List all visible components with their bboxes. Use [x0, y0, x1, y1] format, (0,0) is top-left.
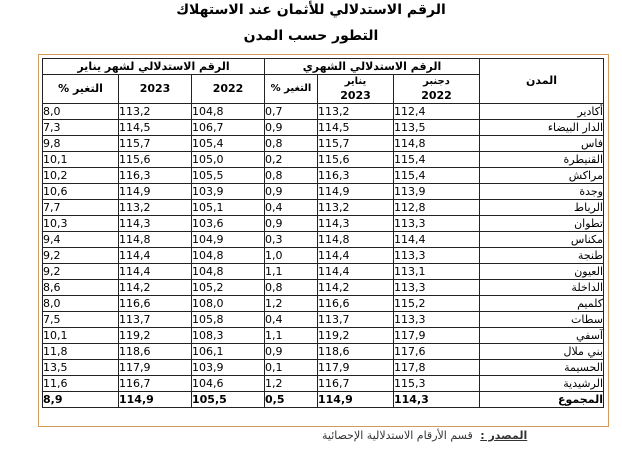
- monthly-change-header: التغير %: [265, 75, 318, 104]
- table-row: [43, 200, 604, 216]
- monthly-change: 1,2: [265, 376, 318, 392]
- monthly-change: 1,0: [265, 248, 318, 264]
- city-name: القنيطرة: [480, 152, 604, 168]
- value-2023: 115,6: [119, 152, 192, 168]
- december-value: 112,8: [394, 200, 480, 216]
- value-2023: 114,4: [119, 248, 192, 264]
- table-row: [43, 168, 604, 184]
- yearly-change: 9,4: [43, 232, 119, 248]
- yearly-change: 9,2: [43, 264, 119, 280]
- january-value: 116,7: [318, 376, 394, 392]
- value-2023: 114,2: [119, 280, 192, 296]
- monthly-change: 0,8: [265, 136, 318, 152]
- december-year-label: 2022: [421, 89, 452, 102]
- value-2023: 113,7: [119, 312, 192, 328]
- table-row: [43, 296, 604, 312]
- value-2023: 115,7: [119, 136, 192, 152]
- city-name: بني ملال: [480, 344, 604, 360]
- january-value: 113,7: [318, 312, 394, 328]
- monthly-index-header: الرقم الاستدلالي الشهري: [265, 59, 480, 75]
- city-name: أكادير: [480, 104, 604, 120]
- value-2022: 105,0: [192, 152, 265, 168]
- monthly-change: 0,4: [265, 200, 318, 216]
- city-name: فاس: [480, 136, 604, 152]
- value-2022: 105,8: [192, 312, 265, 328]
- january-value: 114,9: [318, 184, 394, 200]
- value-2023: 114,8: [119, 232, 192, 248]
- december-value: 115,3: [394, 376, 480, 392]
- january-value: 119,2: [318, 328, 394, 344]
- table-row: [43, 152, 604, 168]
- monthly-change: 1,1: [265, 264, 318, 280]
- value-2022: 104,8: [192, 104, 265, 120]
- yearly-change: 10,6: [43, 184, 119, 200]
- value-2022: 104,6: [192, 376, 265, 392]
- january-value: 116,6: [318, 296, 394, 312]
- december-value: 113,5: [394, 120, 480, 136]
- table-row: [43, 344, 604, 360]
- page-subtitle: التطور حسب المدن: [243, 28, 379, 44]
- january-value: 114,4: [318, 248, 394, 264]
- city-name: آسفي: [480, 328, 604, 344]
- value-2023: 113,2: [119, 104, 192, 120]
- city-name: الدار البيضاء: [480, 120, 604, 136]
- city-name: الرشيدية: [480, 376, 604, 392]
- january-value: 115,7: [318, 136, 394, 152]
- december-value: 117,9: [394, 328, 480, 344]
- monthly-change: 0,9: [265, 216, 318, 232]
- city-name: الداخلة: [480, 280, 604, 296]
- january-index-header: الرقم الاستدلالي لشهر يناير: [43, 59, 265, 75]
- value-2023: 113,2: [119, 200, 192, 216]
- value-2023: 118,6: [119, 344, 192, 360]
- december-value: 117,8: [394, 360, 480, 376]
- value-2022: 104,8: [192, 248, 265, 264]
- city-name: سطات: [480, 312, 604, 328]
- value-2023: 116,3: [119, 168, 192, 184]
- table-row: [43, 120, 604, 136]
- city-name: الرباط: [480, 200, 604, 216]
- value-2023: 116,7: [119, 376, 192, 392]
- monthly-change: 0,4: [265, 312, 318, 328]
- value-2022: 105,4: [192, 136, 265, 152]
- yearly-change: 8,0: [43, 104, 119, 120]
- yearly-change: 7,7: [43, 200, 119, 216]
- value-2022: 106,7: [192, 120, 265, 136]
- january-value: 115,6: [318, 152, 394, 168]
- value-2023: 117,9: [119, 360, 192, 376]
- january-value: 114,8: [318, 232, 394, 248]
- january-value: 114,2: [318, 280, 394, 296]
- yearly-change: 10,2: [43, 168, 119, 184]
- december-value: 113,3: [394, 216, 480, 232]
- december-value: 113,3: [394, 312, 480, 328]
- table-row: [43, 184, 604, 200]
- value-2023: 114,3: [119, 216, 192, 232]
- value-2023: 114,5: [119, 120, 192, 136]
- monthly-change: 0,9: [265, 344, 318, 360]
- december-value: 114,8: [394, 136, 480, 152]
- monthly-change: 0,8: [265, 168, 318, 184]
- january-year-label: 2023: [340, 89, 371, 102]
- value-2022: 105,1: [192, 200, 265, 216]
- source-label: المصدر :: [480, 429, 528, 442]
- january-value: 113,2: [318, 200, 394, 216]
- january-value: 114,5: [318, 120, 394, 136]
- table-row: [43, 232, 604, 248]
- table-row: [43, 136, 604, 152]
- total-january: 114,9: [318, 392, 394, 408]
- value-2022: 104,8: [192, 264, 265, 280]
- value-2023: 116,6: [119, 296, 192, 312]
- source-note: [322, 429, 527, 442]
- table-row: [43, 360, 604, 376]
- december-value: 117,6: [394, 344, 480, 360]
- total-yearly-change: 8,9: [43, 392, 119, 408]
- january-value: 114,3: [318, 216, 394, 232]
- january-2023-header: [318, 75, 394, 104]
- december-value: 114,4: [394, 232, 480, 248]
- december-value: 115,4: [394, 168, 480, 184]
- january-value: 118,6: [318, 344, 394, 360]
- monthly-change: 0,9: [265, 120, 318, 136]
- city-name: كلميم: [480, 296, 604, 312]
- value-2022: 103,6: [192, 216, 265, 232]
- monthly-change: 0,3: [265, 232, 318, 248]
- city-name: مراكش: [480, 168, 604, 184]
- table-row: [43, 280, 604, 296]
- table-row: [43, 264, 604, 280]
- december-2022-header: [394, 75, 480, 104]
- city-name: وجدة: [480, 184, 604, 200]
- value-2023: 114,9: [119, 184, 192, 200]
- table-row: [43, 312, 604, 328]
- total-monthly-change: 0,5: [265, 392, 318, 408]
- yearly-change: 7,5: [43, 312, 119, 328]
- yearly-change: 10,1: [43, 328, 119, 344]
- yearly-change: 13,5: [43, 360, 119, 376]
- january-value: 113,2: [318, 104, 394, 120]
- january-value: 116,3: [318, 168, 394, 184]
- yearly-change: 8,0: [43, 296, 119, 312]
- value-2022: 108,0: [192, 296, 265, 312]
- yearly-change: 11,6: [43, 376, 119, 392]
- december-value: 115,4: [394, 152, 480, 168]
- year-2022-header: 2022: [192, 75, 265, 104]
- value-2023: 114,4: [119, 264, 192, 280]
- december-value: 112,4: [394, 104, 480, 120]
- source-text: قسم الأرقام الاستدلالية الإحصائية: [322, 429, 473, 442]
- value-2022: 104,9: [192, 232, 265, 248]
- monthly-change: 0,2: [265, 152, 318, 168]
- december-value: 113,3: [394, 248, 480, 264]
- monthly-change: 1,1: [265, 328, 318, 344]
- yearly-change: 9,8: [43, 136, 119, 152]
- january-value: 117,9: [318, 360, 394, 376]
- monthly-change: 0,8: [265, 280, 318, 296]
- city-name: الحسيمة: [480, 360, 604, 376]
- january-month-label: يناير: [344, 76, 367, 87]
- value-2022: 105,5: [192, 168, 265, 184]
- value-2022: 103,9: [192, 184, 265, 200]
- yearly-change: 10,1: [43, 152, 119, 168]
- table-row: [43, 216, 604, 232]
- december-month-label: دجنبر: [423, 76, 450, 87]
- city-name: العيون: [480, 264, 604, 280]
- price-index-table: [42, 58, 604, 408]
- december-value: 115,2: [394, 296, 480, 312]
- cities-header: المدن: [480, 59, 604, 104]
- value-2022: 108,3: [192, 328, 265, 344]
- monthly-change: 0,7: [265, 104, 318, 120]
- total-december: 114,3: [394, 392, 480, 408]
- total-2022: 105,5: [192, 392, 265, 408]
- city-name: تطوان: [480, 216, 604, 232]
- table-row: [43, 248, 604, 264]
- yearly-change: 7,3: [43, 120, 119, 136]
- yearly-change: 11,8: [43, 344, 119, 360]
- december-value: 113,3: [394, 280, 480, 296]
- yearly-change: 9,2: [43, 248, 119, 264]
- december-value: 113,1: [394, 264, 480, 280]
- city-name: مكناس: [480, 232, 604, 248]
- city-name: طنجة: [480, 248, 604, 264]
- yearly-change-header: التغير %: [43, 75, 119, 104]
- table-row: [43, 376, 604, 392]
- monthly-change: 0,9: [265, 184, 318, 200]
- total-2023: 114,9: [119, 392, 192, 408]
- year-2023-header: 2023: [119, 75, 192, 104]
- table-row: [43, 104, 604, 120]
- december-value: 113,9: [394, 184, 480, 200]
- value-2022: 106,1: [192, 344, 265, 360]
- value-2022: 105,2: [192, 280, 265, 296]
- total-row: [43, 392, 604, 408]
- value-2023: 119,2: [119, 328, 192, 344]
- january-value: 114,4: [318, 264, 394, 280]
- value-2022: 103,9: [192, 360, 265, 376]
- table-row: [43, 328, 604, 344]
- monthly-change: 0,1: [265, 360, 318, 376]
- total-label: المجموع: [480, 392, 604, 408]
- monthly-change: 1,2: [265, 296, 318, 312]
- yearly-change: 10,3: [43, 216, 119, 232]
- page-title: الرقم الاستدلالي للأثمان عند الاستهلاك: [176, 2, 446, 18]
- yearly-change: 8,6: [43, 280, 119, 296]
